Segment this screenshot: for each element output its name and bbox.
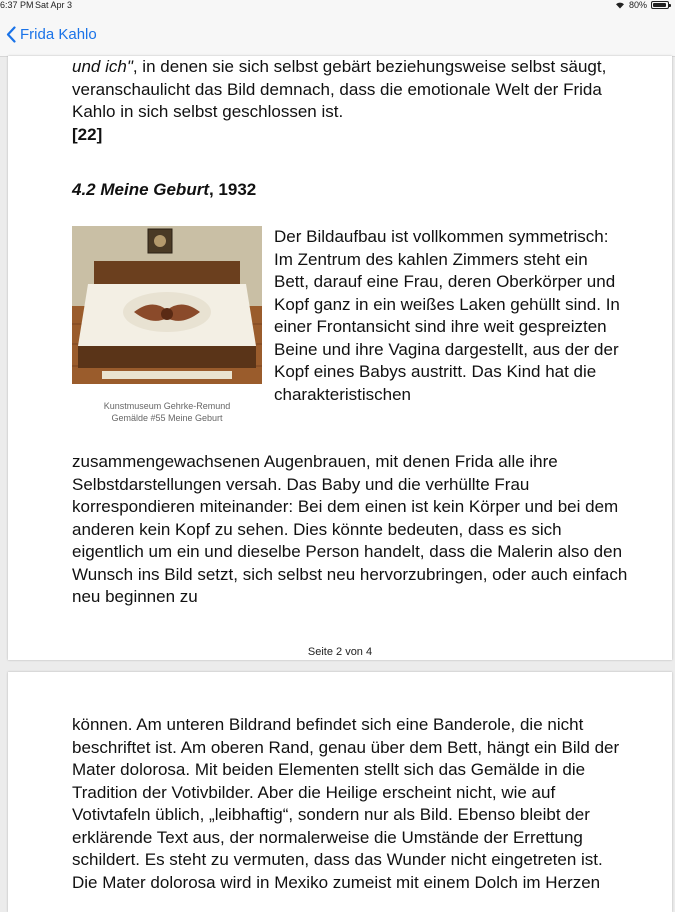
section-title: 4.2 Meine Geburt [72, 180, 209, 199]
section-heading [72, 180, 256, 200]
battery-percent: 80% [628, 0, 647, 10]
back-button[interactable] [6, 22, 97, 46]
caption-line-2: Gemälde #55 Meine Geburt [111, 413, 223, 423]
intro-text: , in denen sie sich selbst gebärt beziehungsweise selbst säugt, veranschaulicht das Bild demnach, dass die emotionale Welt der Frida Kahlo in sich selbst geschlossen ist. [72, 57, 607, 121]
battery-icon [651, 1, 669, 9]
wifi-icon [615, 1, 625, 9]
document-page-3 [8, 672, 672, 912]
status-date: Sat Apr 3 [35, 0, 73, 10]
continued-paragraph: zusammengewachsenen Augenbrauen, mit denen Frida alle ihre Selbstdarstellungen versah. Das Baby und die verhüllte Frau korrespondieren miteinander: Bei dem einen ist kein Körper und bei dem anderen kein Kopf zu sehen. Dies könnte bedeuten, dass es sich eigentlich um ein und dieselbe Person handelt, dass die Malerin also den Wunsch ins Bild setzt, sich selbst neu hervorzubringen, oder auch einfach neu beginnen zu [72, 452, 628, 606]
back-button-label: Frida Kahlo [20, 25, 97, 43]
section-year: , 1932 [208, 180, 257, 199]
page-number: Seite 2 von 4 [307, 646, 373, 658]
intro-emphasis: und ich" [72, 57, 133, 76]
intro-paragraph [72, 56, 632, 146]
status-bar [0, 0, 675, 12]
caption-line-1: Kunstmuseum Gehrke-Remund [103, 401, 231, 411]
chevron-left-icon [6, 26, 16, 43]
wrapped-paragraph: Der Bildaufbau ist vollkommen symmetrisch: Im Zentrum des kahlen Zimmers steht ein Bett, darauf eine Frau, deren Oberkörper und Kopf ganz in ein weißes Laken gehüllt sind. In einer Frontansicht sind ihre weit gespreizten Beine und ihre Vagina dargestellt, aus der der Kopf eines Babys austritt. Das Kind hat die charakteristischen [274, 227, 620, 404]
document-page-2 [8, 56, 672, 660]
status-time: 6:37 PM [0, 0, 34, 10]
reference-link[interactable]: [22] [72, 124, 103, 144]
navigation-bar [0, 12, 675, 57]
page3-paragraph: können. Am unteren Bildrand befindet sich eine Banderole, die nicht beschriftet ist. Am oberen Rand, genau über dem Bett, hängt ein Bild der Mater dolorosa. Mit beiden Elementen stellt sich das Gemälde in die Tradition der Votivbilder. Aber die Heilige erscheint nicht, wie auf Votivtafeln üblich, „leibhaftig“, sondern nur als Bild. Ebenso bleibt der erklärende Text aus, der normalerweise die Umstände der Errettung schildert. Es steht zu vermuten, dass das Wunder nicht eingetreten ist. Die Mater dolorosa wird in Mexiko zumeist mit einem Dolch im Herzen [72, 715, 620, 892]
painting-image [72, 226, 262, 384]
image-caption [72, 400, 262, 424]
status-right [615, 0, 669, 10]
